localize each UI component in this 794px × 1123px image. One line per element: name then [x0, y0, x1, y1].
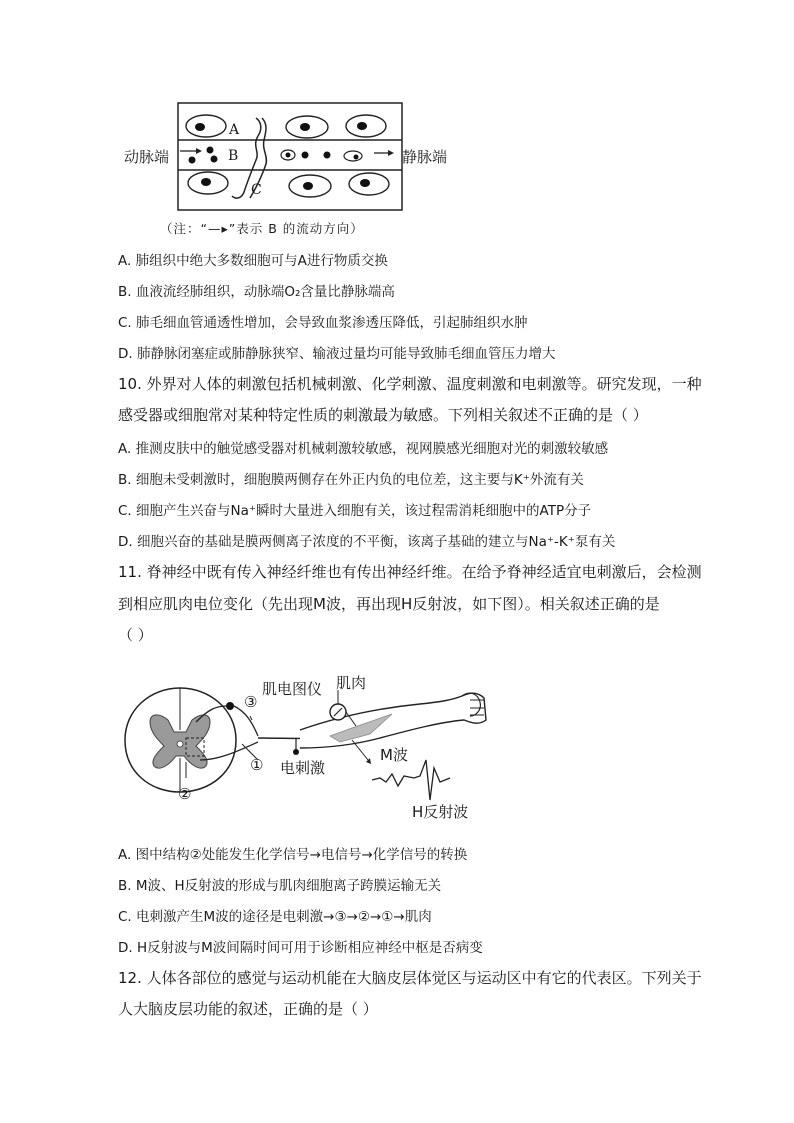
q11-stem-line1: 11. 脊神经中既有传入神经纤维也有传出神经纤维。在给予脊神经适宜电刺激后，会检测 [118, 563, 702, 581]
label-structure-1: ① [250, 756, 264, 774]
q10-option-c: C. 细胞产生兴奋与Na⁺瞬时大量进入细胞有关，该过程需消耗细胞中的ATP分子 [118, 503, 592, 519]
q11-stem-line2: 到相应肌肉电位变化（先出现M波，再出现H反射波，如下图）。相关叙述正确的是 [118, 595, 660, 613]
q12-stem-line1: 12. 人体各部位的感觉与运动机能在大脑皮层体觉区与运动区中有它的代表区。下列关于 [118, 969, 702, 987]
label-structure-3: ③ [244, 693, 258, 711]
q10-option-d: D. 细胞兴奋的基础是膜两侧离子浓度的不平衡，该离子基础的建立与Na⁺-K⁺泵有关 [118, 534, 616, 550]
q9-option-b: B. 血液流经肺组织，动脉端O₂含量比静脉端高 [118, 284, 395, 300]
tissue-cell [186, 115, 226, 137]
q11-option-c: C. 电刺激产生M波的途径是电刺激→③→②→①→肌肉 [118, 909, 432, 925]
q11-stem-line3: （ ） [118, 626, 153, 644]
label-artery-end: 动脉端 [124, 148, 170, 166]
q10-option-b: B. 细胞未受刺激时，细胞膜两侧存在外正内负的电位差，这主要与K⁺外流有关 [118, 472, 584, 488]
q11-option-a: A. 图中结构②处能发生化学信号→电信号→化学信号的转换 [118, 847, 468, 863]
label-muscle: 肌肉 [336, 674, 367, 692]
q10-option-a: A. 推测皮肤中的触觉感受器对机械刺激较敏感，视网膜感光细胞对光的刺激较敏感 [118, 441, 609, 457]
stimulation-electrode [293, 749, 299, 755]
label-emg: 肌电图仪 [262, 680, 323, 698]
label-structure-2: ② [178, 785, 192, 803]
q11-option-b: B. M波、H反射波的形成与肌肉细胞离子跨膜运输无关 [118, 878, 442, 894]
label-a: A [229, 122, 240, 138]
waveform [372, 760, 450, 800]
figure-capillary [0, 0, 794, 240]
ganglion [226, 702, 234, 710]
q10-stem-line2: 感受器或细胞常对某种特定性质的刺激最为敏感。下列相关叙述不正确的是（ ） [118, 406, 648, 424]
label-c: C [251, 182, 262, 198]
q10-stem-line1: 10. 外界对人体的刺激包括机械刺激、化学刺激、温度刺激和电刺激等。研究发现，一种 [118, 375, 702, 393]
q11-option-d: D. H反射波与M波间隔时间可用于诊断相应神经中枢是否病变 [118, 940, 483, 956]
label-stimulation: 电刺激 [280, 759, 326, 777]
q12-stem-line2: 人大脑皮层功能的叙述，正确的是（ ） [118, 1000, 378, 1018]
q9-option-d: D. 肺静脉闭塞症或肺静脉狭窄、输液过量均可能导致肺毛细血管压力增大 [118, 346, 556, 362]
capillary-diagram [0, 0, 794, 240]
q9-option-c: C. 肺毛细血管通透性增加，会导致血浆渗透压降低，引起肺组织水肿 [118, 315, 528, 331]
label-m-wave: M波 [380, 746, 408, 764]
label-vein-end: 静脉端 [402, 148, 448, 166]
q9-option-a: A. 肺组织中绝大多数细胞可与A进行物质交换 [118, 253, 388, 269]
label-b: B [228, 148, 239, 164]
label-h-wave: H反射波 [412, 803, 469, 821]
figure-note: （注：“—▸”表示 B 的流动方向） [160, 221, 364, 236]
arm [300, 693, 486, 748]
